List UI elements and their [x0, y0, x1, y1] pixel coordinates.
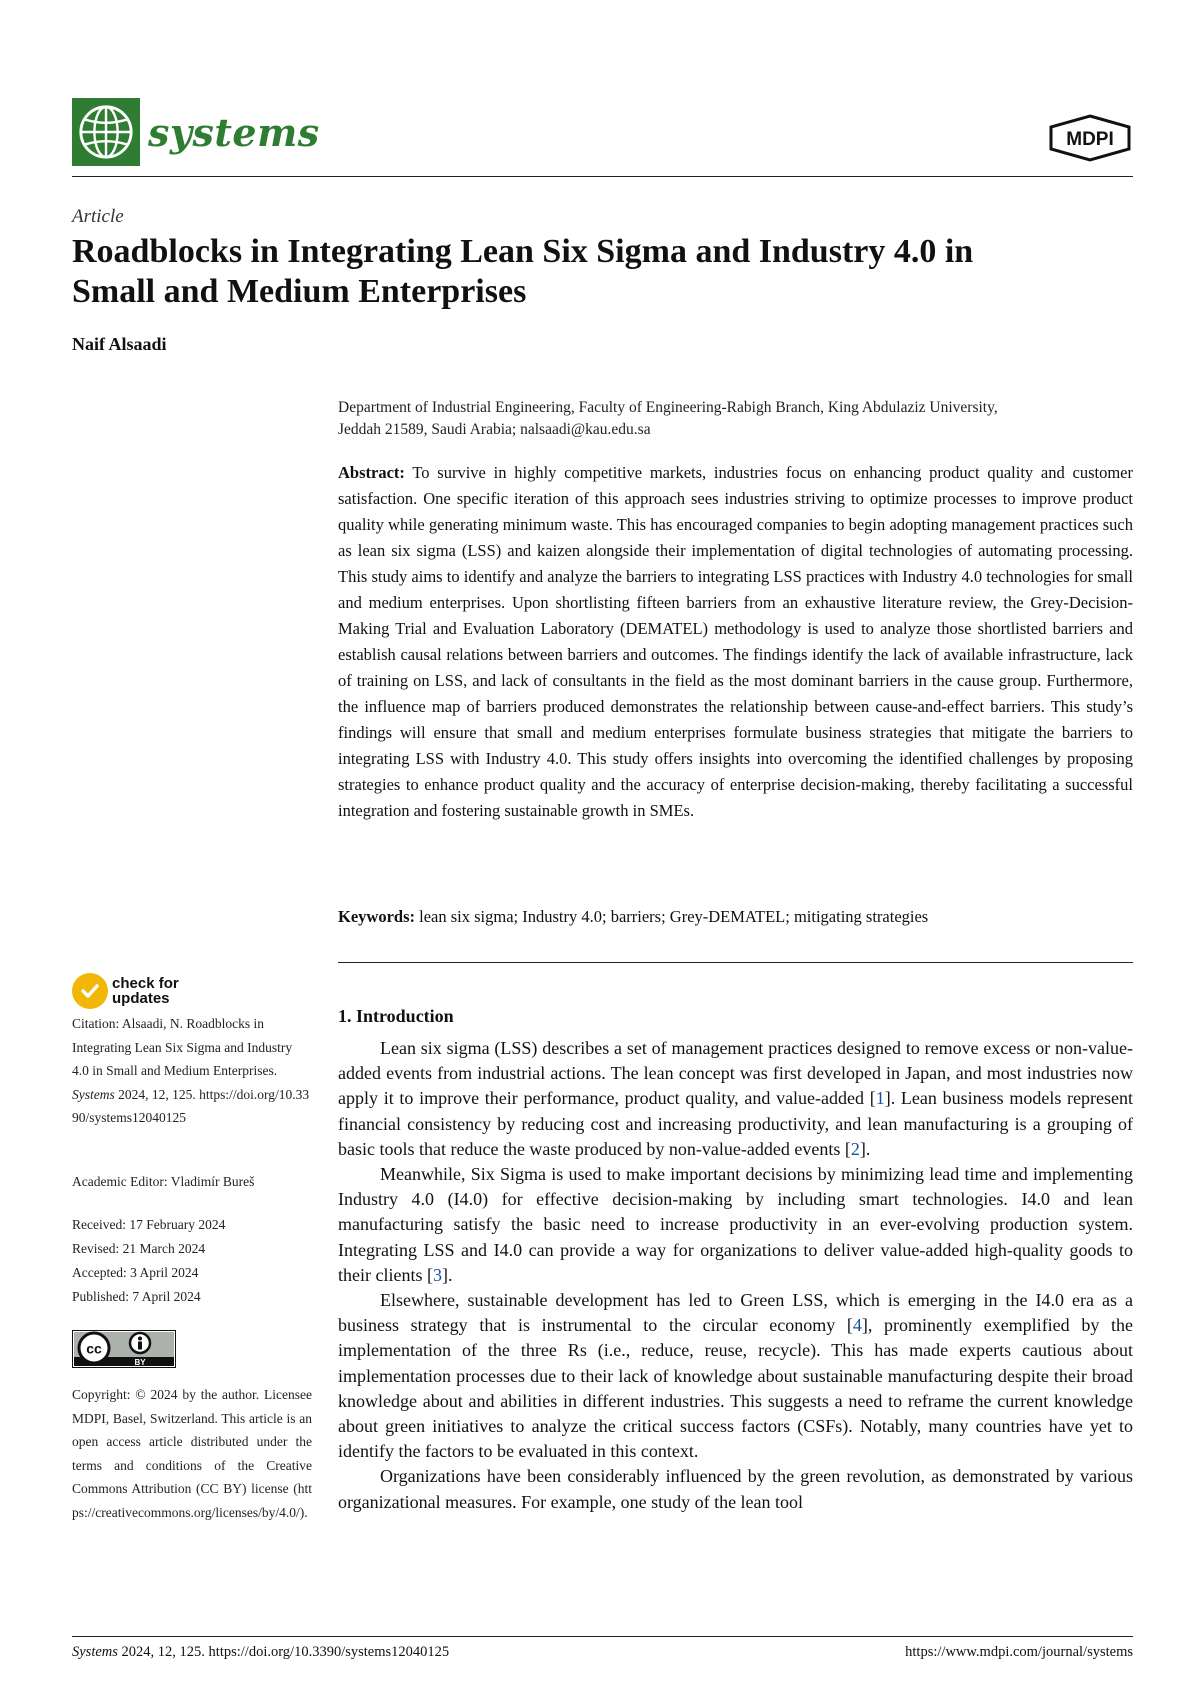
paragraph-text: Elsewhere, sustainable development has led to Green LSS, which is emerging in the I4.0 era as a business strategy that is instrumental to the circular economy [ — [338, 1290, 1133, 1336]
affiliation-line-1: Department of Industrial Engineering, Faculty of Engineering-Rabigh Branch, King Abdulaziz University, — [338, 399, 998, 416]
publication-dates — [72, 1213, 312, 1309]
license-url[interactable]: https://creativecommons.org/licenses/by/4.0/ — [72, 1481, 312, 1520]
by-label: BY — [134, 1358, 146, 1367]
accepted-date: Accepted: 3 April 2024 — [72, 1265, 199, 1280]
citation-journal: Systems — [72, 1086, 115, 1102]
footer-url[interactable]: https://www.mdpi.com/journal/systems — [905, 1644, 1133, 1660]
reference-link[interactable]: 1 — [875, 1088, 885, 1109]
affiliation — [338, 397, 1128, 441]
citation-block — [72, 1012, 312, 1130]
author-name: Naif Alsaadi — [72, 334, 167, 354]
abstract-label: Abstract: — [338, 463, 405, 482]
citation-text: Alsaadi, N. Roadblocks in Integrating Lean Six Sigma and Industry 4.0 in Small and Medium Enterprises. — [72, 1016, 293, 1078]
check-line-1: check for — [112, 975, 179, 992]
keywords-text: lean six sigma; Industry 4.0; barriers; Grey-DEMATEL; mitigating strategies — [419, 907, 929, 926]
academic-editor: Academic Editor: Vladimír Bureš — [72, 1174, 255, 1189]
cc-by-license-icon[interactable] — [72, 1330, 176, 1373]
reference-link[interactable]: 2 — [850, 1138, 860, 1159]
abstract-divider — [338, 962, 1133, 963]
paragraph-text: ]. Lean business models represent financial consistency by reducing cost and increasing productivity, and lean manufacturing is a grouping of basic tools that reduce the waste produced by non-value-added events [ — [338, 1088, 1133, 1159]
keywords — [338, 905, 1133, 929]
page-header — [72, 92, 1133, 178]
paragraph-text: Meanwhile, Six Sigma is used to make important decisions by minimizing lead time and implementing Industry 4.0 (I4.0) for effective decision-making by including smart technologies. I4.0 and lean manufacturing satisfy the basic need to increase productivity in an ever-evolving production system. Integrating LSS and I4.0 can provide a way for organizations to deliver value-added high-quality goods to their clients [ — [338, 1164, 1133, 1285]
keywords-label: Keywords: — [338, 907, 415, 926]
received-date: Received: 17 February 2024 — [72, 1217, 226, 1232]
cc-label: cc — [86, 1340, 102, 1357]
footer-divider — [72, 1636, 1133, 1637]
paragraph-text: ]. — [859, 1138, 871, 1159]
paragraph — [338, 1036, 1133, 1162]
publisher-name: MDPI — [1066, 129, 1114, 150]
section-heading: 1. Introduction — [338, 1006, 454, 1026]
affiliation-line-2: Jeddah 21589, Saudi Arabia; nalsaadi@kau.edu.sa — [338, 421, 651, 438]
citation-doi[interactable]: https://doi.org/10.3390/systems12040125 — [72, 1086, 310, 1125]
journal-name: systems — [148, 109, 320, 155]
article-title — [72, 232, 1152, 312]
checkmark-icon — [72, 973, 108, 1009]
published-date: Published: 7 April 2024 — [72, 1289, 201, 1304]
paragraph — [338, 1288, 1133, 1464]
paragraph-text: Organizations have been considerably influenced by the green revolution, as demonstrated by various organizational measures. For example, one study of the lean tool — [338, 1466, 1133, 1512]
copyright-end: ). — [299, 1504, 308, 1520]
article-type: Article — [72, 206, 124, 227]
check-line-2: updates — [112, 990, 170, 1007]
paragraph-text: ], prominently exemplified by the implementation of the three Rs (i.e., reduce, reuse, recycle). This has made experts cautious about implementation processes due to their lack of knowledge about sustainable manufacturing despite their broad knowledge about and abilities in different industries. This suggests a need to reframe the current knowledge about green initiatives to analyze the critical success factors (CSFs). Notably, many countries have yet to identify the factors to be evaluated in this context. — [338, 1315, 1133, 1462]
citation-volume: 2024, 12, 125. — [118, 1086, 196, 1102]
check-for-updates-label — [112, 976, 179, 1006]
abstract — [338, 460, 1133, 824]
body-text — [338, 1036, 1133, 1515]
footer-journal: Systems — [72, 1644, 118, 1660]
globe-icon — [72, 98, 140, 166]
footer-citation-text[interactable]: 2024, 12, 125. https://doi.org/10.3390/systems12040125 — [121, 1644, 450, 1660]
paragraph — [338, 1464, 1133, 1514]
revised-date: Revised: 21 March 2024 — [72, 1241, 206, 1256]
citation-label: Citation: — [72, 1016, 120, 1031]
journal-logo[interactable] — [72, 98, 320, 166]
abstract-text: To survive in highly competitive markets, industries focus on enhancing product quality and customer satisfaction. One specific iteration of this approach sees industries striving to optimize processes to improve product quality while generating minimum waste. This has encouraged companies to begin adopting management practices such as lean six sigma (LSS) and kaizen alongside their implementation of digital technologies of automating processing. This study aims to identify and analyze the barriers to integrating LSS practices with Industry 4.0 technologies for small and medium enterprises. Upon shortlisting fifteen barriers from an exhaustive literature review, the Grey-Decision-Making Trial and Evaluation Laboratory (DEMATEL) methodology is used to analyze those shortlisted barriers and establish causal relations between barriers and outcomes. The findings identify the lack of available infrastructure, lack of training on LSS, and lack of consultants in the field as the most dominant barriers in the cause group. Furthermore, the influence map of barriers produced demonstrates the relationship between cause-and-effect barriers. This study’s findings will ensure that small and medium enterprises formulate business strategies that mitigate the barriers to integrating LSS with Industry 4.0. This study offers insights into overcoming the identified challenges by proposing strategies to enhance product quality and the accuracy of enterprise decision-making, thereby facilitating a successful integration and fostering sustainable growth in SMEs. — [338, 463, 1133, 820]
reference-link[interactable]: 3 — [432, 1264, 442, 1285]
paragraph-text: Lean six sigma (LSS) describes a set of management practices designed to remove excess or non-value-added events from industrial actions. The lean concept was first developed in Japan, and most industries now apply it to improve their performance, product quality, and value-added [ — [338, 1038, 1133, 1109]
title-line-2: Small and Medium Enterprises — [72, 273, 527, 310]
copyright-notice — [72, 1383, 312, 1524]
footer-citation — [72, 1644, 449, 1661]
check-for-updates-button[interactable] — [72, 973, 179, 1009]
paragraph — [338, 1162, 1133, 1288]
mdpi-logo-icon[interactable] — [1047, 114, 1133, 167]
title-line-1: Roadblocks in Integrating Lean Six Sigma and Industry 4.0 in — [72, 233, 974, 270]
paragraph-text: ]. — [441, 1264, 453, 1285]
copyright-text: Copyright: © 2024 by the author. Licensee MDPI, Basel, Switzerland. This article is an open access article distributed under the terms and conditions of the Creative Commons Attribution (CC BY) license ( — [72, 1387, 312, 1496]
header-divider — [72, 176, 1133, 177]
reference-link[interactable]: 4 — [852, 1315, 862, 1336]
